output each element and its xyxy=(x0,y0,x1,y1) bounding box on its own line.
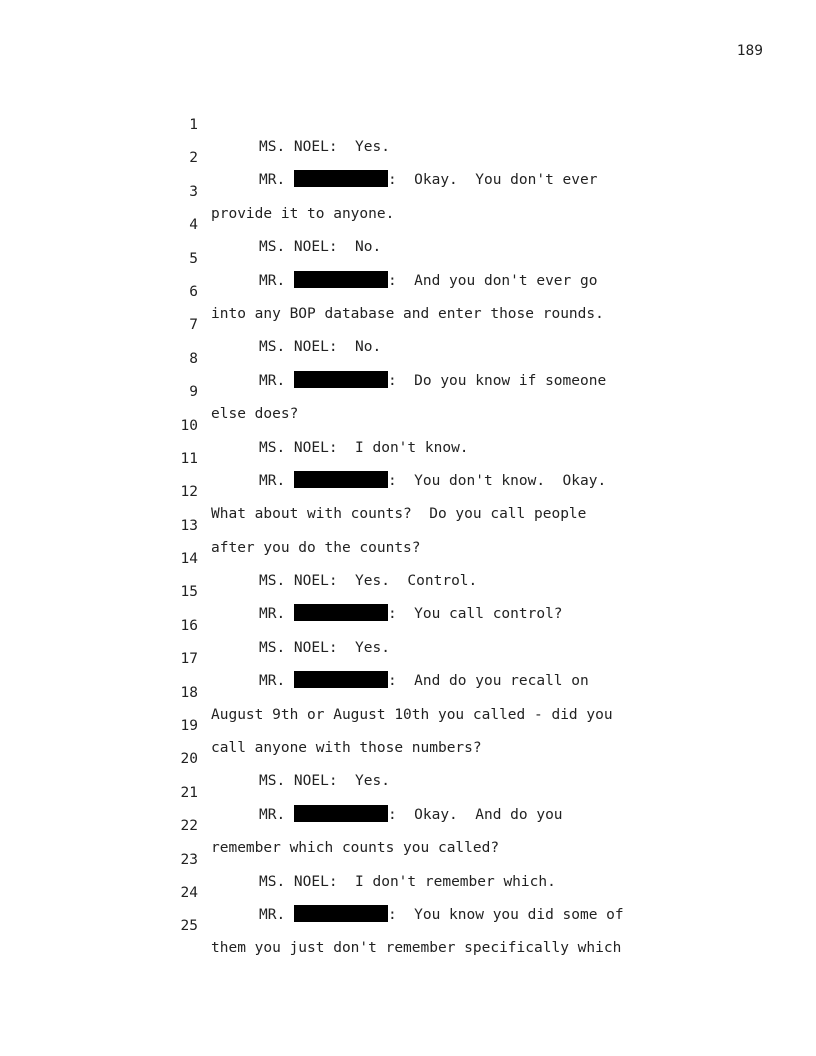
line-content: : And you don't ever go xyxy=(387,272,598,289)
line-number: 12 xyxy=(180,484,198,501)
line-content: remember which counts you called? xyxy=(211,840,500,857)
line-content: them you just don't remember specifically which xyxy=(211,940,622,957)
line-number: 3 xyxy=(189,183,198,200)
line-number: 15 xyxy=(180,584,198,601)
line-number: 17 xyxy=(180,651,198,668)
line-number: 10 xyxy=(180,417,198,434)
line-number: 1 xyxy=(189,117,198,133)
speaker-label: MS. NOEL: xyxy=(259,239,338,256)
speaker-label: MS. NOEL: xyxy=(259,873,338,890)
transcript-line xyxy=(0,760,816,823)
line-content: Yes. Control. xyxy=(337,573,478,590)
transcript-line xyxy=(0,793,816,857)
transcript-line xyxy=(0,326,816,389)
line-number: 7 xyxy=(189,317,198,334)
speaker-label: MS. NOEL: xyxy=(259,573,338,590)
line-content: provide it to anyone. xyxy=(211,205,395,222)
transcript-line xyxy=(0,726,816,790)
line-content: August 9th or August 10th you called - did you xyxy=(211,706,613,723)
line-content: : You call control? xyxy=(387,606,563,623)
line-content: I don't know. xyxy=(337,439,469,456)
transcript-line xyxy=(0,359,816,423)
transcript-line xyxy=(0,493,816,556)
line-number: 20 xyxy=(180,751,198,768)
speaker-label: MS. NOEL: xyxy=(259,639,338,656)
line-number: 13 xyxy=(180,517,198,534)
line-number: 4 xyxy=(189,217,198,234)
line-number: 19 xyxy=(180,718,198,735)
transcript-line xyxy=(0,159,816,222)
transcript-line xyxy=(0,693,816,757)
transcript-line xyxy=(0,192,816,256)
transcript-body xyxy=(0,92,816,957)
line-content: : You know you did some of xyxy=(387,906,624,923)
transcript-line xyxy=(0,626,816,690)
speaker-label: MS. NOEL: xyxy=(259,439,338,456)
line-content: : Okay. And do you xyxy=(387,806,563,823)
speaker-label: MR. xyxy=(259,906,286,923)
line-content: Yes. xyxy=(337,773,390,790)
speaker-label: MS. NOEL: xyxy=(259,339,338,356)
speaker-label: MS. NOEL: xyxy=(259,139,338,155)
transcript-line xyxy=(0,393,816,456)
transcript-line xyxy=(0,526,816,590)
transcript-line xyxy=(0,593,816,656)
line-content: : You don't know. Okay. xyxy=(387,472,607,489)
line-text xyxy=(211,937,621,959)
line-number: 24 xyxy=(180,884,198,901)
line-number: 9 xyxy=(189,384,198,401)
transcript-line xyxy=(0,893,816,957)
transcript-line xyxy=(0,226,816,289)
page-number: 189 xyxy=(736,43,763,59)
transcript-line xyxy=(0,459,816,523)
speaker-label: MR. xyxy=(259,472,286,489)
line-number: 5 xyxy=(189,250,198,267)
speaker-label: MR. xyxy=(259,272,286,289)
line-content: after you do the counts? xyxy=(211,539,421,556)
line-content: Yes. xyxy=(337,139,390,155)
line-number: 16 xyxy=(180,617,198,634)
line-content: else does? xyxy=(211,406,299,423)
speaker-label: MR. xyxy=(259,372,286,389)
transcript-line xyxy=(0,860,816,923)
line-content: call anyone with those numbers? xyxy=(211,740,482,757)
transcript-line xyxy=(0,292,816,356)
transcript-line xyxy=(0,559,816,623)
line-content: : Do you know if someone xyxy=(387,372,607,389)
line-number: 2 xyxy=(189,150,198,167)
line-number: 21 xyxy=(180,784,198,801)
line-content: Yes. xyxy=(337,639,390,656)
line-content: No. xyxy=(337,239,382,256)
transcript-line xyxy=(0,125,816,189)
line-content: into any BOP database and enter those rounds. xyxy=(211,305,604,322)
line-number: 23 xyxy=(180,851,198,868)
transcript-line xyxy=(0,259,816,322)
line-content: : Okay. You don't ever xyxy=(387,172,598,189)
line-number: 11 xyxy=(180,450,198,467)
line-number: 25 xyxy=(180,918,198,935)
line-number: 22 xyxy=(180,818,198,835)
line-content: I don't remember which. xyxy=(337,873,556,890)
line-content: No. xyxy=(337,339,382,356)
line-content: What about with counts? Do you call people xyxy=(211,506,587,523)
speaker-label: MR. xyxy=(259,606,286,623)
line-content: : And do you recall on xyxy=(387,673,589,690)
speaker-label: MS. NOEL: xyxy=(259,773,338,790)
transcript-line xyxy=(0,660,816,723)
line-number: 18 xyxy=(180,684,198,701)
transcript-line xyxy=(0,426,816,489)
transcript-line xyxy=(0,827,816,890)
line-number: 8 xyxy=(189,350,198,367)
line-number: 14 xyxy=(180,551,198,568)
speaker-label: MR. xyxy=(259,172,286,189)
speaker-label: MR. xyxy=(259,673,286,690)
transcript-line xyxy=(0,92,816,155)
speaker-label: MR. xyxy=(259,806,286,823)
line-number: 6 xyxy=(189,283,198,300)
